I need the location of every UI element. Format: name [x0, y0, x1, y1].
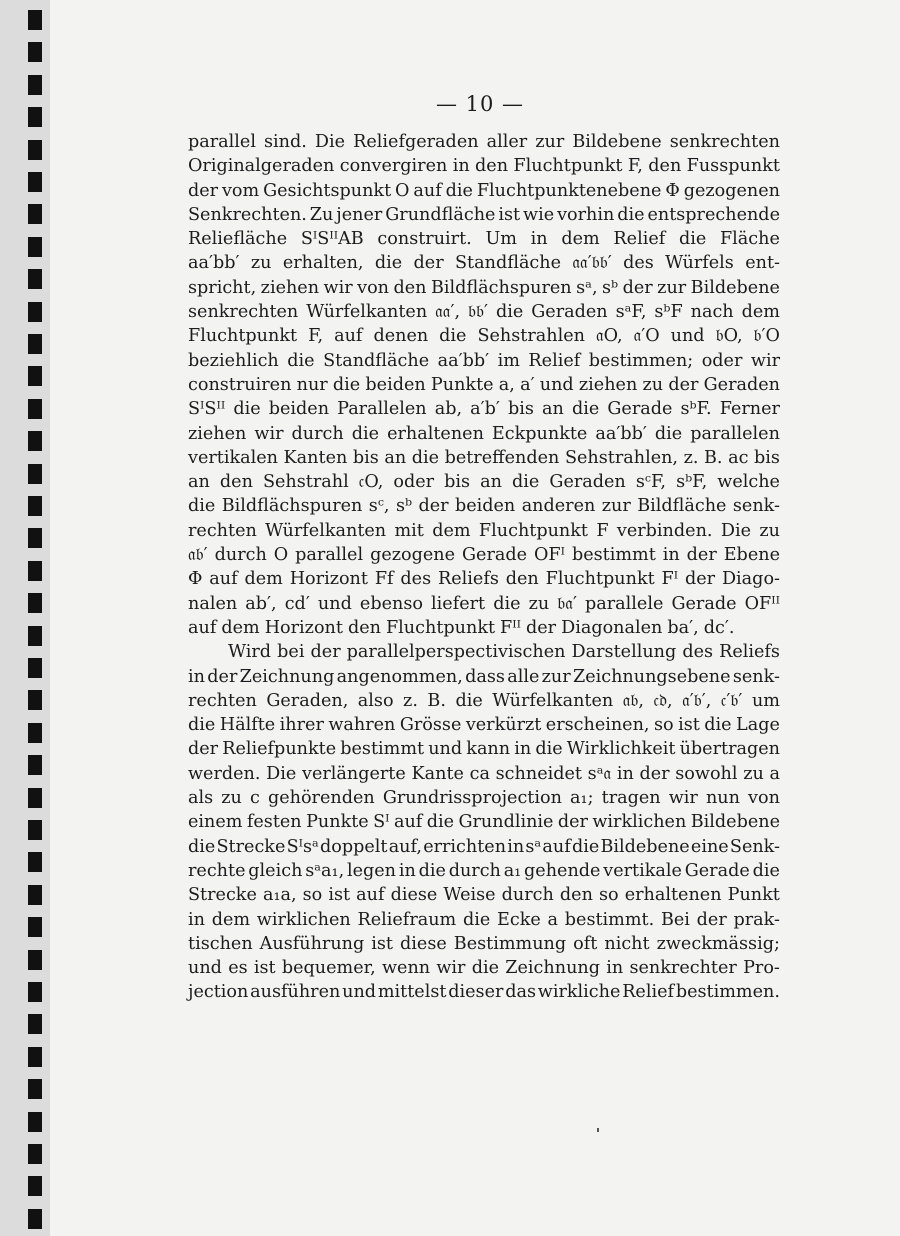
binding-hole: [28, 172, 42, 192]
text-line: einem festen Punkte Sᴵ auf die Grundlinie der wirklichen Bildebene: [188, 812, 780, 833]
binding-hole: [28, 140, 42, 160]
text-line: Senkrechten. Zu jener Grundfläche ist wie vorhin die entsprechende: [188, 204, 780, 225]
binding-hole: [28, 593, 42, 613]
paragraph: [188, 640, 780, 1004]
text-line: die Strecke Sᴵsᵃ doppelt auf, errichten in sᵃ auf die Bildebene eine Senk-: [188, 836, 780, 857]
binding-hole: [28, 755, 42, 775]
binding-hole: [28, 723, 42, 743]
text-line: nalen ab′, cd′ und ebenso liefert die zu 𝔟𝔞′ parallele Gerade OFᴵᴵ: [188, 593, 780, 614]
text-line: als zu c gehörenden Grundrissprojection a₁; tragen wir nun von: [188, 788, 780, 809]
binding-hole: [28, 237, 42, 257]
text-line: beziehlich die Standfläche aa′bb′ im Relief bestimmen; oder wir: [188, 350, 780, 371]
text-line: 𝔞𝔟′ durch O parallel gezogene Gerade OFᴵ bestimmt in der Ebene: [188, 545, 780, 566]
text-line: Wird bei der parallelperspectivischen Darstellung des Reliefs: [228, 642, 780, 663]
text-line: Originalgeraden convergiren in den Fluchtpunkt F, den Fusspunkt: [188, 156, 780, 177]
binding-hole: [28, 1209, 42, 1229]
binding-hole: [28, 269, 42, 289]
text-line: der vom Gesichtspunkt O auf die Fluchtpunktenebene Φ gezogenen: [188, 180, 780, 201]
binding-hole: [28, 885, 42, 905]
text-body: [188, 130, 780, 1005]
text-line: rechte gleich sᵃa₁, legen in die durch a₁ gehende vertikale Gerade die: [188, 860, 780, 881]
binding-hole: [28, 982, 42, 1002]
text-line: in der Zeichnung angenommen, dass alle zur Zeichnungsebene senk-: [188, 666, 780, 687]
text-line: und es ist bequemer, wenn wir die Zeichnung in senkrechter Pro-: [188, 958, 780, 979]
binding-hole: [28, 917, 42, 937]
page-number: — 10 —: [435, 92, 525, 116]
text-line: in dem wirklichen Reliefraum die Ecke a bestimmt. Bei der prak-: [188, 909, 780, 930]
text-line: senkrechten Würfelkanten 𝔞𝔞′, 𝔟𝔟′ die Geraden sᵃF, sᵇF nach dem: [188, 302, 780, 323]
text-line: Strecke a₁a, so ist auf diese Weise durch den so erhaltenen Punkt: [188, 885, 780, 906]
binding-hole: [28, 464, 42, 484]
binding-hole: [28, 431, 42, 451]
binding-hole: [28, 626, 42, 646]
paper-speck: [597, 1128, 599, 1132]
text-line: auf dem Horizont den Fluchtpunkt Fᴵᴵ der Diagonalen ba′, dc′.: [188, 617, 735, 638]
text-line: Fluchtpunkt F, auf denen die Sehstrahlen 𝔞O, 𝔞′O und 𝔟O, 𝔟′O: [188, 326, 780, 347]
binding-hole: [28, 788, 42, 808]
text-line: ziehen wir durch die erhaltenen Eckpunkte aa′bb′ die parallelen: [188, 423, 780, 444]
binding-hole: [28, 658, 42, 678]
binding-strip: [0, 0, 50, 1236]
binding-hole: [28, 528, 42, 548]
text-line: construiren nur die beiden Punkte a, a′ und ziehen zu der Geraden: [188, 374, 780, 395]
binding-hole: [28, 399, 42, 419]
binding-hole: [28, 852, 42, 872]
binding-hole: [28, 204, 42, 224]
text-line: Reliefläche SᴵSᴵᴵAB construirt. Um in dem Relief die Fläche: [188, 229, 780, 250]
binding-hole: [28, 950, 42, 970]
binding-hole: [28, 561, 42, 581]
text-line: SᴵSᴵᴵ die beiden Parallelen ab, a′b′ bis an die Gerade sᵇF. Ferner: [188, 399, 780, 420]
binding-hole: [28, 42, 42, 62]
text-line: vertikalen Kanten bis an die betreffenden Sehstrahlen, z. B. ac bis: [188, 447, 780, 468]
binding-hole: [28, 1112, 42, 1132]
binding-hole: [28, 820, 42, 840]
binding-hole: [28, 690, 42, 710]
binding-hole: [28, 1176, 42, 1196]
text-line: an den Sehstrahl 𝔠O, oder bis an die Geraden sᶜF, sᵇF, welche: [188, 472, 780, 493]
binding-hole: [28, 1047, 42, 1067]
paragraph: [188, 130, 780, 640]
text-line: werden. Die verlängerte Kante ca schneidet sᵃ𝔞 in der sowohl zu a: [188, 763, 780, 784]
text-line: der Reliefpunkte bestimmt und kann in die Wirklichkeit übertragen: [188, 739, 780, 760]
text-line: tischen Ausführung ist diese Bestimmung oft nicht zweckmässig;: [188, 933, 780, 954]
text-line: Φ auf dem Horizont Ff des Reliefs den Fluchtpunkt Fᴵ der Diago-: [188, 569, 780, 590]
binding-hole: [28, 1144, 42, 1164]
binding-hole: [28, 334, 42, 354]
text-line: die Bildflächspuren sᶜ, sᵇ der beiden anderen zur Bildfläche senk-: [188, 496, 780, 517]
text-line: aa′bb′ zu erhalten, die der Standfläche 𝔞𝔞′𝔟𝔟′ des Würfels ent-: [188, 253, 780, 274]
binding-hole: [28, 302, 42, 322]
text-line: die Hälfte ihrer wahren Grösse verkürzt erscheinen, so ist die Lage: [188, 715, 780, 736]
text-line: parallel sind. Die Reliefgeraden aller zur Bildebene senkrechten: [188, 132, 780, 152]
text-line: rechten Geraden, also z. B. die Würfelkanten 𝔞𝔟, 𝔠𝔡, 𝔞′𝔟′, 𝔠′𝔟′ um: [188, 690, 780, 711]
text-line: rechten Würfelkanten mit dem Fluchtpunkt F verbinden. Die zu: [188, 520, 780, 541]
text-line: spricht, ziehen wir von den Bildflächspuren sᵃ, sᵇ der zur Bildebene: [188, 277, 780, 298]
binding-hole: [28, 366, 42, 386]
text-line: jection ausführen und mittelst dieser das wirkliche Relief bestimmen.: [188, 982, 780, 1003]
binding-hole: [28, 1079, 42, 1099]
binding-hole: [28, 496, 42, 516]
binding-hole: [28, 1014, 42, 1034]
binding-hole: [28, 10, 42, 30]
